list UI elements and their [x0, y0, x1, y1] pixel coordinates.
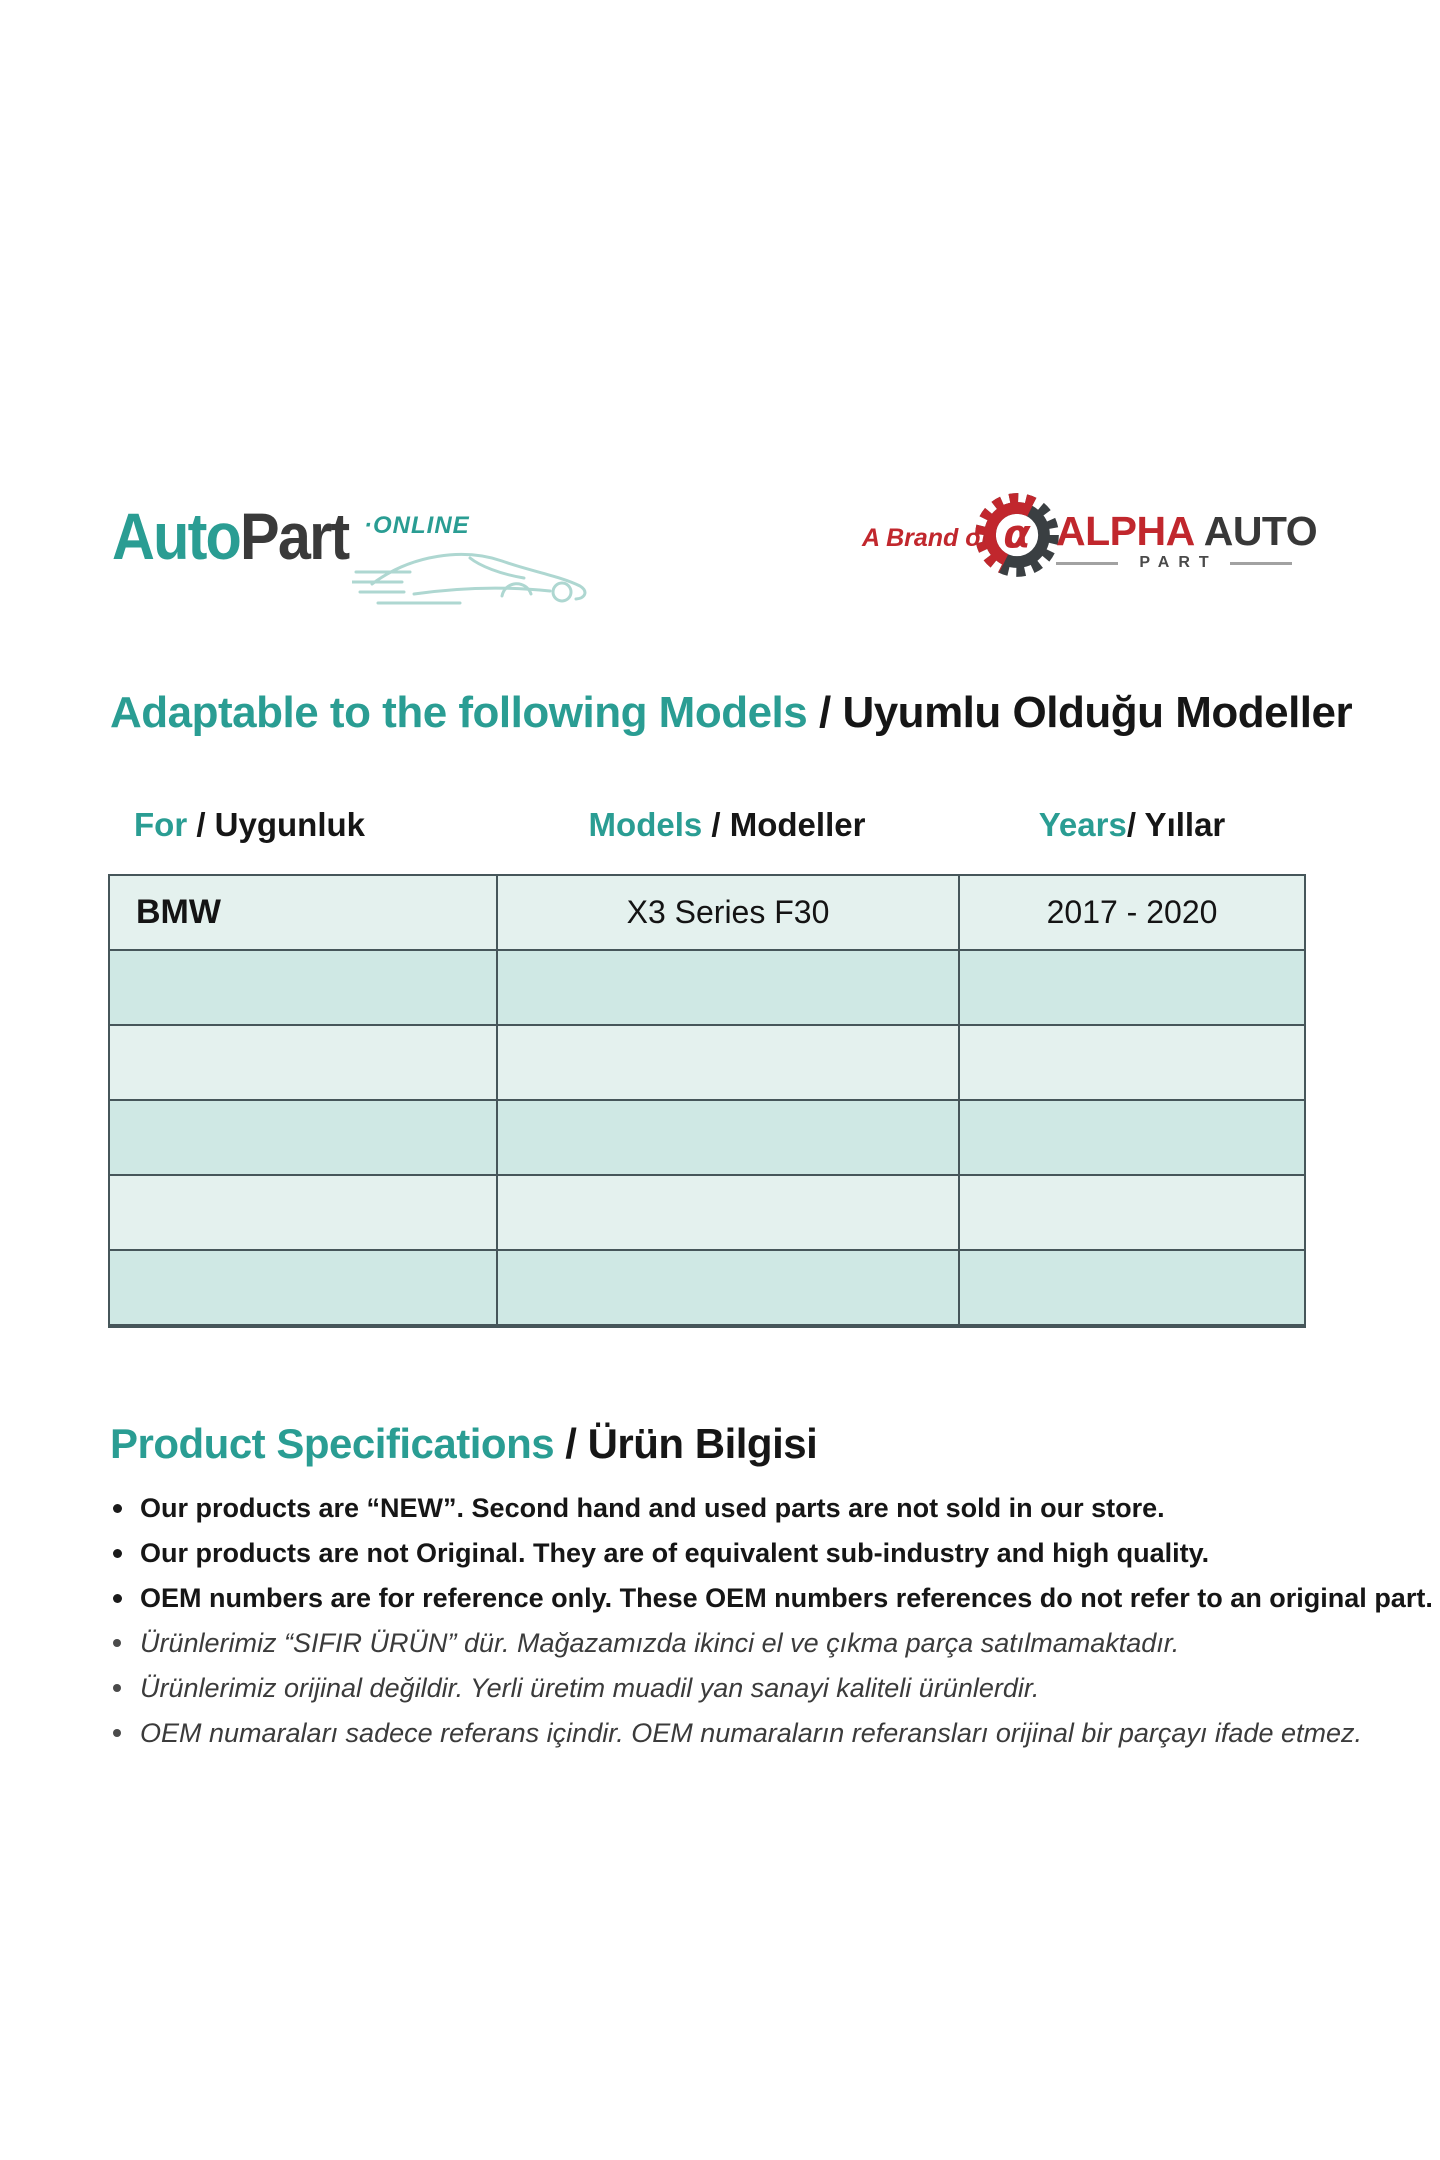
column-header-models-tr: / Modeller: [702, 806, 866, 843]
models-title-en: Adaptable to the following Models: [110, 688, 808, 737]
bullet-item-en-1: [108, 1486, 1398, 1531]
bullet-item-tr-1: [108, 1621, 1398, 1666]
table-cell-model-2: [498, 1026, 960, 1101]
specs-title-tr: / Ürün Bilgisi: [554, 1420, 818, 1467]
autopart-online-logo: [112, 498, 612, 618]
table-cell-years-3: [960, 1101, 1304, 1176]
autopart-wordmark-part: Part: [240, 499, 349, 573]
models-title-tr: / Uyumlu Olduğu Modeller: [807, 688, 1353, 737]
bullet-item-en-2: [108, 1531, 1398, 1576]
bullet-item-en-3: [108, 1576, 1433, 1621]
table-cell-model-5: [498, 1251, 960, 1326]
bullet-text: Our products are not Original. They are of equivalent sub-industry and high quality.: [140, 1538, 1210, 1568]
models-section-title: [110, 688, 1352, 738]
table-cell-model-0: X3 Series F30: [498, 876, 960, 951]
table-cell-for-0: BMW: [110, 876, 498, 951]
table-cell-for-2: [110, 1026, 498, 1101]
brand-word-part: PART: [1139, 554, 1218, 571]
table-cell-model-1: [498, 951, 960, 1026]
alpha-symbol: α: [1003, 511, 1031, 558]
table-cell-years-4: [960, 1176, 1304, 1251]
bullet-item-tr-2: [108, 1666, 1398, 1711]
bullet-dot: [113, 1549, 122, 1558]
gear-alpha-icon: [972, 490, 1062, 580]
brand-of-label: A Brand of: [862, 524, 989, 552]
table-cell-model-3: [498, 1101, 960, 1176]
table-cell-for-4: [110, 1176, 498, 1251]
brand-word-alpha: ALPHA: [1056, 508, 1195, 554]
table-cell-for-3: [110, 1101, 498, 1176]
table-cell-years-1: [960, 951, 1304, 1026]
table-cell-model-4: [498, 1176, 960, 1251]
bullet-text: OEM numaraları sadece referans içindir. OEM numaraların referansları orijinal bir parçayı ifade etmez.: [140, 1718, 1362, 1748]
specs-title-en: Product Specifications: [110, 1420, 555, 1467]
column-header-models-en: Models: [588, 806, 703, 843]
car-silhouette-icon: [352, 528, 602, 610]
column-header-years: [958, 806, 1306, 844]
column-header-years-tr: / Yıllar: [1126, 806, 1226, 843]
bullet-dot: [113, 1729, 121, 1737]
column-header-for-en: For: [134, 806, 188, 843]
bullet-text: Ürünlerimiz “SIFIR ÜRÜN” dür. Mağazamızda ikinci el ve çıkma parça satılmamaktadır.: [140, 1628, 1180, 1658]
alpha-auto-part-logo: [858, 490, 1338, 590]
online-tagline: ·ONLINE: [364, 512, 470, 539]
bullet-dot: [113, 1504, 122, 1513]
specs-bullet-list: [108, 1486, 1433, 1756]
bullet-item-tr-3: [108, 1711, 1398, 1756]
brand-wordmark: [1056, 508, 1317, 555]
table-cell-years-0: 2017 - 2020: [960, 876, 1304, 951]
dash-right: [1230, 562, 1292, 565]
specs-section-title: [110, 1420, 817, 1468]
bullet-text: Ürünlerimiz orijinal değildir. Yerli üretim muadil yan sanayi kaliteli ürünlerdir.: [140, 1673, 1040, 1703]
bullet-text: OEM numbers are for reference only. These OEM numbers references do not refer to an original part.: [140, 1583, 1433, 1613]
autopart-wordmark: [112, 498, 348, 574]
brand-part-line: [1056, 554, 1292, 572]
table-cell-years-5: [960, 1251, 1304, 1326]
dash-left: [1056, 562, 1118, 565]
column-header-models: [496, 806, 958, 844]
bullet-dot: [113, 1639, 121, 1647]
column-header-for-tr: / Uygunluk: [187, 806, 366, 843]
column-header-years-en: Years: [1038, 806, 1127, 843]
bullet-text: Our products are “NEW”. Second hand and used parts are not sold in our store.: [140, 1493, 1165, 1523]
table-cell-years-2: [960, 1026, 1304, 1101]
compatibility-table: [108, 874, 1306, 1328]
table-cell-for-1: [110, 951, 498, 1026]
brand-word-auto: AUTO: [1203, 508, 1318, 554]
bullet-dot: [113, 1684, 121, 1692]
autopart-wordmark-auto: Auto: [112, 499, 241, 573]
bullet-dot: [113, 1594, 122, 1603]
table-cell-for-5: [110, 1251, 498, 1326]
column-header-for: [134, 806, 365, 844]
